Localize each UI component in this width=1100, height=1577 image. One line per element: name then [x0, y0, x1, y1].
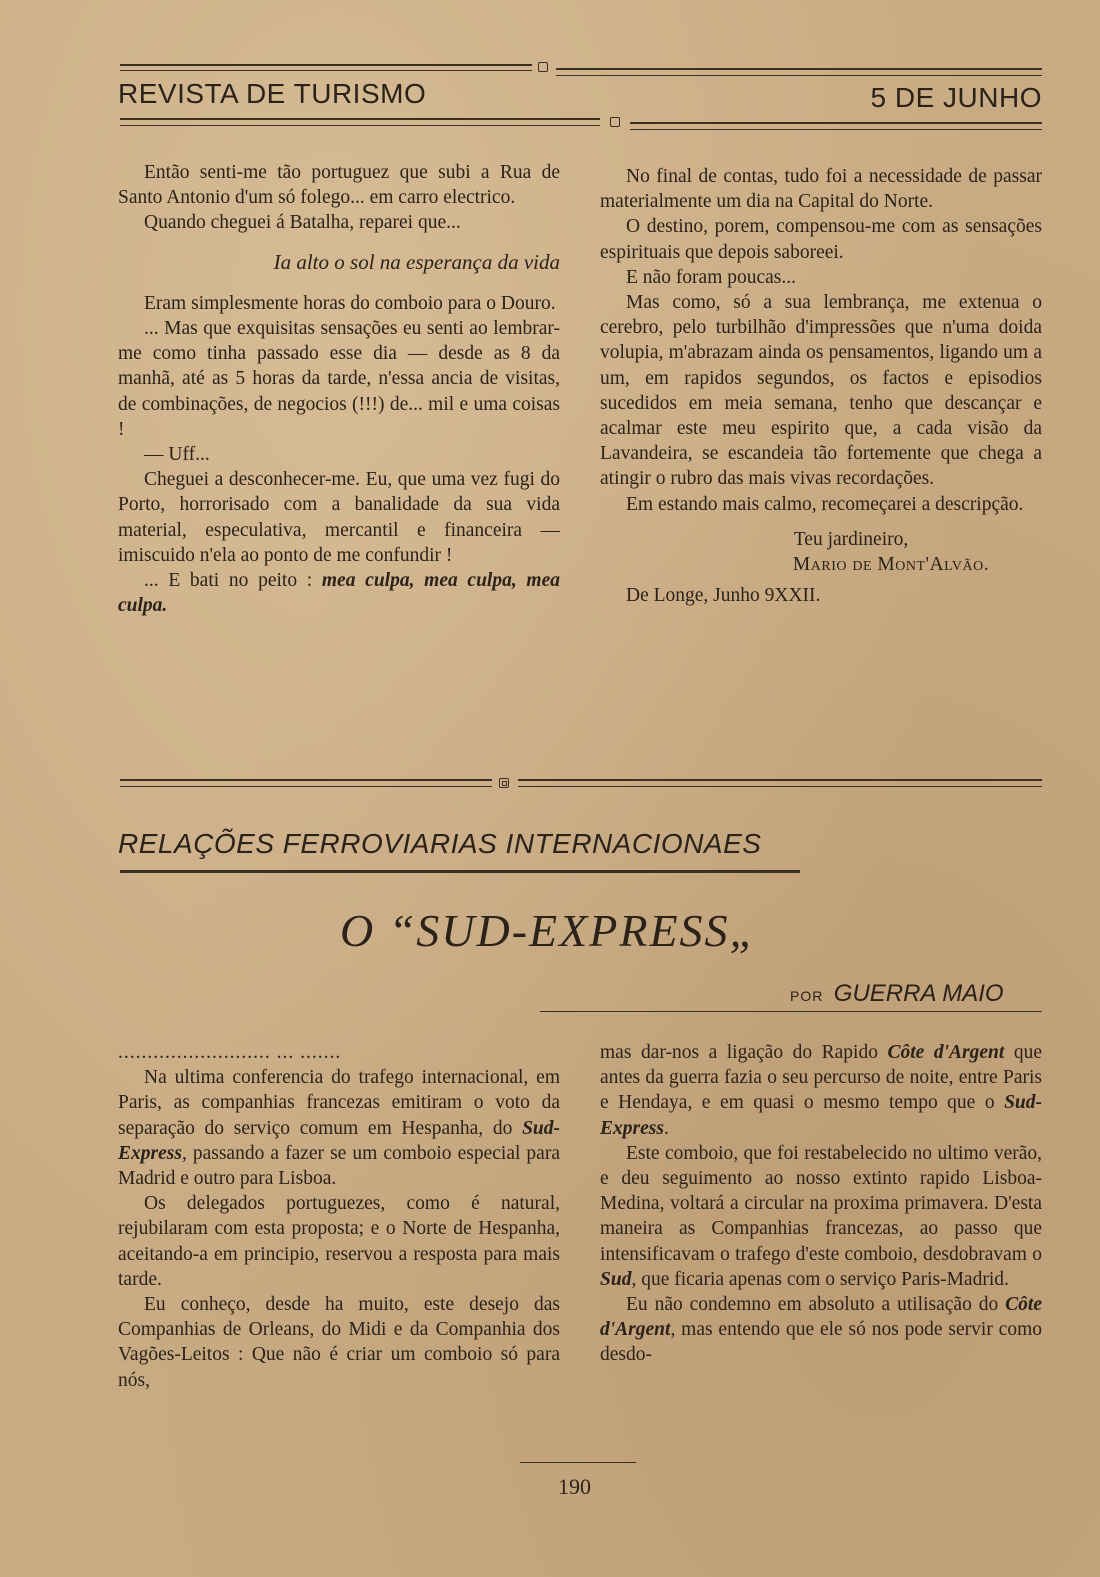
train-name: Côte d'Argent [887, 1042, 1005, 1063]
train-name: Côte d'Argent [600, 1294, 1042, 1341]
page-number: 190 [558, 1474, 591, 1499]
paragraph: — Uff... [144, 444, 210, 466]
header-rule-top-right [556, 68, 1042, 70]
paragraph: O destino, porem, compensou-me com as sensações espirituais que depois saboreei. [600, 216, 1042, 263]
header-rule-bottom-left [120, 118, 600, 120]
paragraph [600, 1141, 1042, 1292]
left-column-bottom [118, 1040, 560, 1393]
header-rule-top-left-2 [120, 70, 532, 71]
dot-leader: .......................... ... ....... [118, 1042, 342, 1063]
header-rule-bottom-left-2 [120, 125, 600, 126]
paragraph-text: ... E bati no peito : [144, 570, 322, 592]
section-ornament [499, 778, 509, 788]
paragraph [118, 568, 560, 618]
paragraph-text: que antes da guerra fazia o seu percurso de noite, entre Paris e Hendaya, e em quasi o mesmo tempo que o [600, 1042, 1042, 1114]
byline-prefix: POR [790, 988, 824, 1004]
byline-rule [540, 1011, 1042, 1012]
train-name: Sud-Express [118, 1117, 560, 1164]
byline-author: GUERRA MAIO [833, 980, 1004, 1007]
running-title: REVISTA DE TURISMO [118, 78, 427, 109]
byline [790, 980, 1004, 1008]
author-signature: Mario de Mont'Alvão. [792, 554, 990, 576]
train-name: Sud-Express [600, 1092, 1042, 1139]
section-title-underline [120, 870, 800, 873]
paragraph: Eu conheço, desde ha muito, este desejo das Companhias de Orleans, do Midi e da Companhia dos Vagões-Leitos : Que não é criar um comboio só para nós, [118, 1294, 560, 1391]
train-name: Sud [600, 1268, 632, 1290]
paragraph: ... Mas que exquisitas sensações eu senti ao lembrar-me como tinha passado esse dia — desde as 8 da manhã, até as 5 horas da tarde, n'essa ancia de visitas, de combinações, de negocios (!!!) de... mil e uma coisas ! [118, 318, 560, 440]
paragraph: Então senti-me tão portuguez que subi a Rua de Santo Antonio d'um só folego... em carro electrico. [118, 162, 560, 209]
mea-culpa-text: mea culpa, mea culpa, mea culpa. [118, 570, 560, 617]
header-rule-bottom-right [630, 122, 1042, 124]
paragraph: Quando cheguei á Batalha, reparei que... [144, 212, 461, 234]
right-column-bottom [600, 1040, 1042, 1368]
paragraph-text: Eu não condemno em absoluto a utilisação do [626, 1294, 1006, 1316]
paragraph: E não foram poucas... [626, 266, 797, 288]
header-ornament-top [538, 62, 548, 72]
section-rule-right-2 [518, 786, 1042, 787]
right-column-top [600, 164, 1042, 608]
paragraph-text: , mas entendo que ele só nos pode servir como desdo- [600, 1319, 1042, 1366]
left-column-top [118, 160, 560, 618]
paragraph: Os delegados portuguezes, como é natural, rejubilaram com esta proposta; e o Norte de Hespanha, aceitando-a em principio, reservou a resposta para mais tarde. [118, 1193, 560, 1290]
paragraph [600, 1040, 1042, 1141]
dateline: De Longe, Junho 9XXII. [626, 585, 821, 607]
verse-line: Ia alto o sol na esperança da vida [273, 249, 560, 274]
paragraph-text: , passando a fazer se um comboio especial para Madrid e outro para Lisboa. [118, 1142, 560, 1190]
footer-rule [520, 1462, 636, 1463]
section-rule-right [518, 779, 1042, 781]
paragraph-text: . [663, 1117, 669, 1139]
section-title: RELAÇÕES FERROVIARIAS INTERNACIONAES [118, 828, 762, 859]
paragraph: No final de contas, tudo foi a necessidade de passar materialmente um dia na Capital do Norte. [600, 166, 1042, 213]
paragraph [118, 1065, 560, 1191]
header-rule-top-left [120, 64, 532, 66]
paragraph-text: Este comboio, que foi restabelecido no ultimo verão, e deu seguimento ao nosso extinto rapido Lisboa-Medina, voltará a circular na proxima primavera. D'esta maneira as Companhias francezas, ao passo que intensificavam o trafego d'este comboio, desdobravam o [600, 1142, 1042, 1265]
section-rule-left-2 [120, 786, 492, 787]
paragraph: Eram simplesmente horas do comboio para o Douro. [144, 292, 556, 314]
paragraph-text: mas dar-nos a ligação do Rapido [600, 1042, 888, 1063]
header-ornament-bottom [610, 117, 620, 127]
header-rule-top-right-2 [556, 75, 1042, 76]
signoff: Teu jardineiro, [793, 528, 909, 550]
paragraph: Cheguei a desconhecer-me. Eu, que uma vez fugi do Porto, horrorisado com a banalidade da sua vida material, especulativa, mercantil e financeira — imiscuido n'ela ao ponto de me confundir ! [118, 469, 560, 566]
paragraph: Mas como, só a sua lembrança, me extenua o cerebro, pelo turbilhão d'impressões que n'uma doida volupia, m'abrazam ainda os pensamentos, ligando um a um, em rapidos segundos, os factos e episodios sucedidos em meia semana, tenho que descançar e acalmar este meu espirito que, a cada visão da Lavandeira, se escandeia tão fortemente que chega a atingir o rubro das mais vivas recordações. [600, 292, 1042, 490]
paragraph-text: Na ultima conferencia do trafego internacional, em Paris, as companhias francezas emitiram o voto da separação do serviço comum em Hespanha, do [118, 1067, 560, 1139]
paragraph: Em estando mais calmo, recomeçarei a descripção. [626, 493, 1024, 515]
paragraph [600, 1292, 1042, 1368]
paragraph-text: , que ficaria apenas com o serviço Paris-Madrid. [631, 1268, 1009, 1290]
article-title: O “SUD-EXPRESS„ [340, 905, 758, 956]
running-date: 5 DE JUNHO [870, 82, 1042, 113]
section-rule-left [120, 779, 492, 781]
header-rule-bottom-right-2 [630, 129, 1042, 130]
